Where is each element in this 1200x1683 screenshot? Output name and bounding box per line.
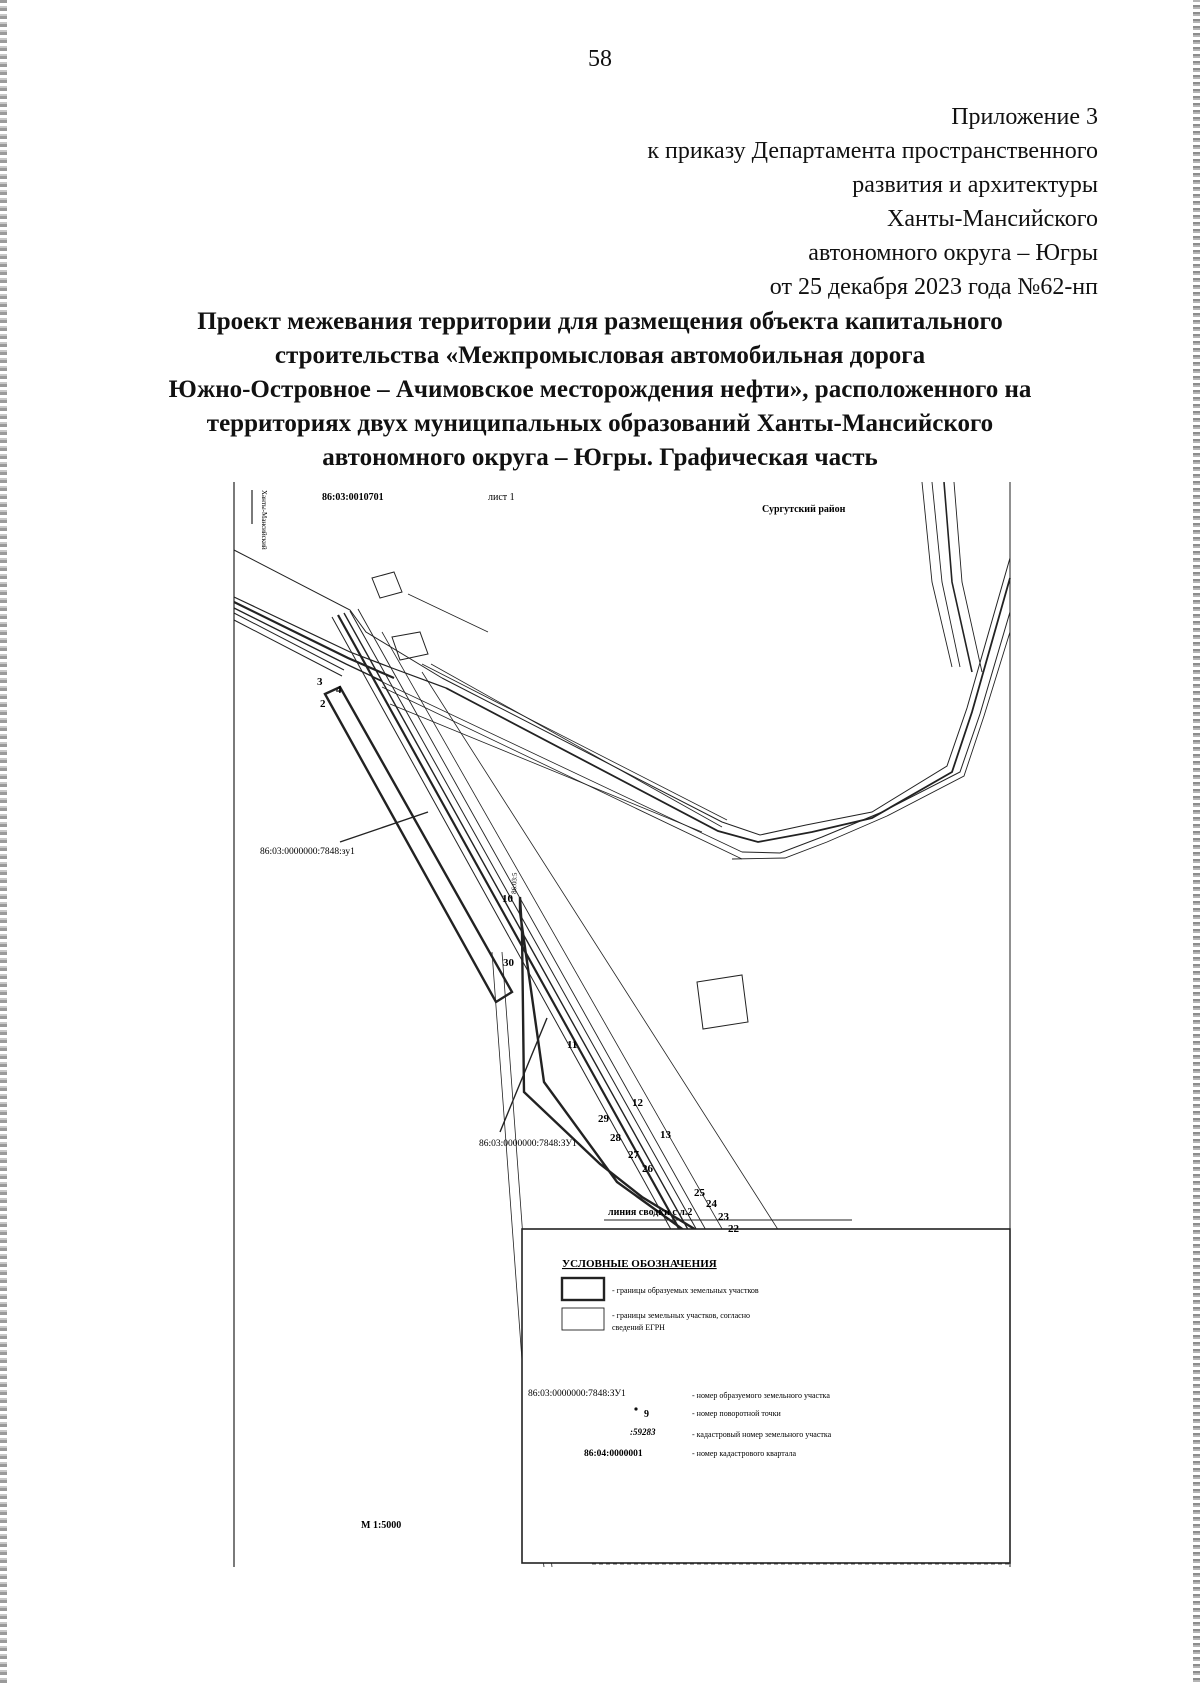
- title-line: автономного округа – Югры. Графическая часть: [322, 444, 878, 471]
- document-title: [110, 305, 1090, 475]
- appendix-line: от 25 декабря 2023 года №62-нп: [769, 274, 1098, 300]
- scan-edge-right: [1193, 0, 1200, 1683]
- point-number: 10: [502, 893, 513, 905]
- point-number: 23: [718, 1211, 729, 1223]
- legend-cad-code: :59283: [630, 1427, 656, 1437]
- point-number: 11: [567, 1039, 578, 1051]
- page-number: 58: [588, 46, 612, 72]
- appendix-line: Приложение 3: [951, 104, 1098, 130]
- map-district-label: Сургутский район: [762, 504, 846, 515]
- point-number: 30: [503, 957, 514, 969]
- adjacent-parcel-label: 86:03:5: [510, 872, 519, 895]
- legend-egrn-text: сведений ЕГРН: [612, 1323, 665, 1332]
- legend-quarter-code: 86:04:0000001: [584, 1449, 643, 1459]
- legend-point-desc: - номер поворотной точки: [692, 1409, 781, 1418]
- point-number: 22: [728, 1223, 739, 1235]
- map-quarter-code: 86:03:0010701: [322, 492, 384, 503]
- map-north-label: Ханты-Мансийский: [260, 490, 268, 550]
- parcel-label: 86:03:0000000:7848:ЗУ1: [479, 1139, 577, 1149]
- point-number: 28: [610, 1132, 621, 1144]
- point-number: 12: [632, 1097, 643, 1109]
- point-number: 13: [660, 1129, 671, 1141]
- survey-map-drawing: [232, 482, 1012, 1567]
- legend-formed-text: - границы образуемых земельных участков: [612, 1286, 759, 1295]
- legend-egrn-text: - границы земельных участков, согласно: [612, 1311, 751, 1320]
- point-number: 4: [336, 684, 342, 696]
- legend-point-example: 9: [644, 1409, 649, 1420]
- title-line: строительства «Межпромысловая автомобильная дорога: [274, 342, 926, 369]
- legend-quarter-code-desc: - номер кадастрового квартала: [692, 1449, 797, 1458]
- title-line: территориях двух муниципальных образований Ханты-Мансийского: [206, 410, 994, 437]
- point-number: 24: [706, 1198, 717, 1210]
- parcel-label: 86:03:0000000:7848:зу1: [260, 847, 355, 857]
- match-line-label: линия сводки с л.2: [608, 1207, 693, 1218]
- point-number: 29: [598, 1113, 609, 1125]
- map-sheet-label: лист 1: [488, 492, 515, 503]
- point-number: 27: [628, 1149, 639, 1161]
- point-number: 26: [642, 1163, 653, 1175]
- scan-edge-left: [0, 0, 7, 1683]
- scale-label: М 1:5000: [361, 1520, 402, 1531]
- appendix-line: автономного округа – Югры: [808, 240, 1098, 266]
- legend-title: УСЛОВНЫЕ ОБОЗНАЧЕНИЯ: [562, 1258, 717, 1270]
- title-line: Южно-Островное – Ачимовское месторождения нефти», расположенного на: [168, 376, 1032, 403]
- appendix-line: развития и архитектуры: [852, 172, 1098, 198]
- legend-cad-code-desc: - кадастровый номер земельного участка: [692, 1430, 832, 1439]
- appendix-block: [647, 100, 1098, 304]
- legend-point-dot: [634, 1407, 637, 1410]
- appendix-line: Ханты-Мансийского: [887, 206, 1098, 232]
- survey-map: [232, 482, 1012, 1567]
- appendix-line: к приказу Департамента пространственного: [647, 138, 1098, 164]
- legend-parcel-code-desc: - номер образуемого земельного участка: [692, 1391, 830, 1400]
- title-line: Проект межевания территории для размещения объекта капитального: [197, 308, 1003, 335]
- point-number: 2: [320, 698, 326, 710]
- point-number: 25: [694, 1187, 705, 1199]
- legend-parcel-code: 86:03:0000000:7848:ЗУ1: [528, 1389, 626, 1399]
- point-number: 3: [317, 676, 323, 688]
